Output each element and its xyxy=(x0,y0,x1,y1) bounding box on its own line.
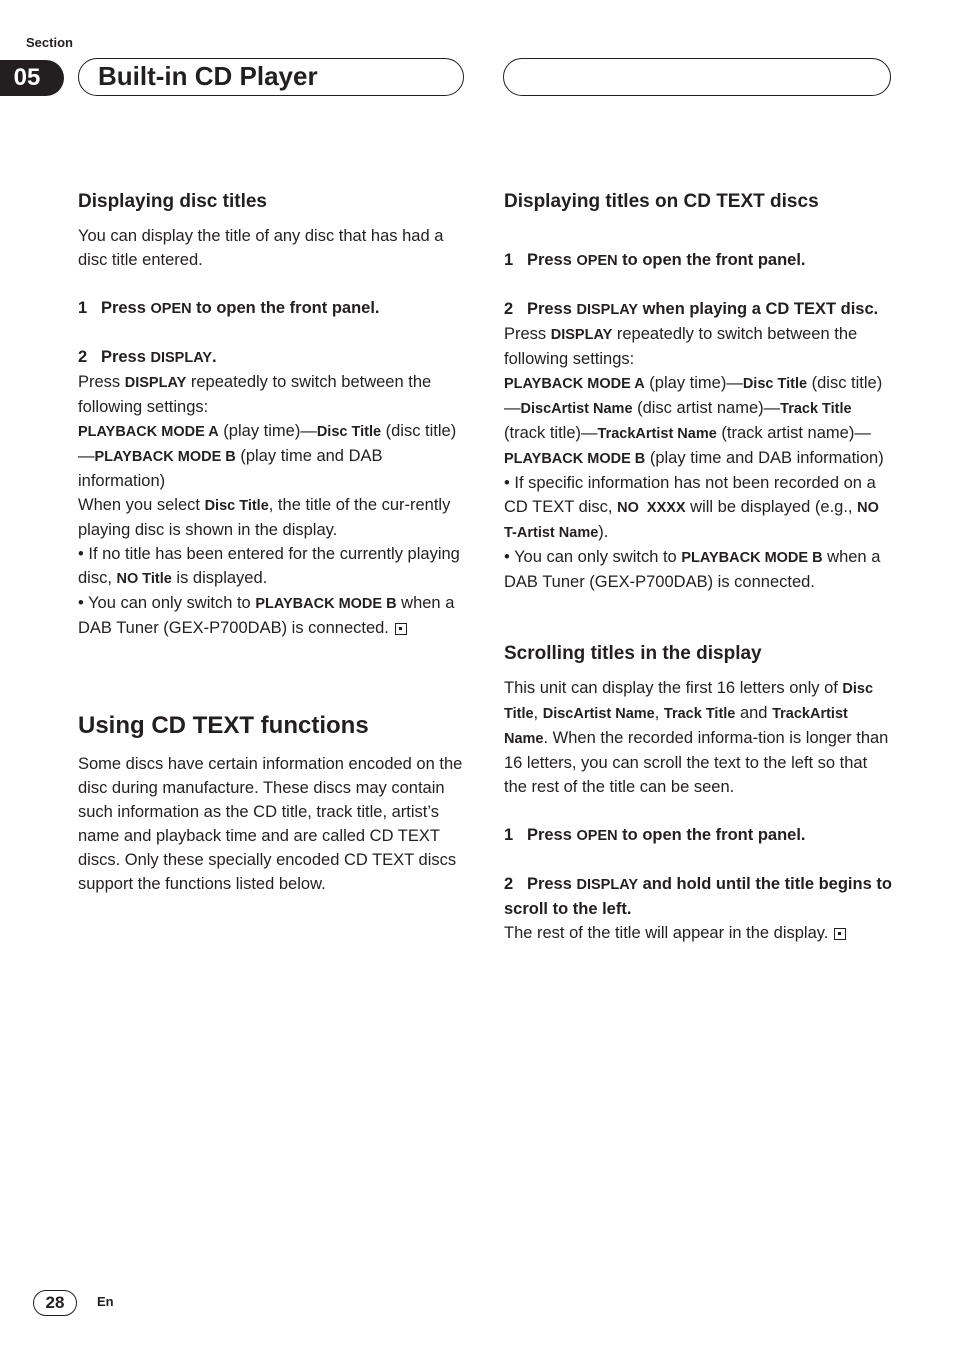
cd-text-step-2: 2 Press DISPLAY when playing a CD TEXT disc. xyxy=(504,300,879,318)
disc-titles-body-1: Press DISPLAY repeatedly to switch between the following settings: xyxy=(78,373,432,416)
disc-titles-intro: You can display the title of any disc that has had a disc title entered. xyxy=(78,227,444,269)
scrolling-step-1: 1 Press OPEN to open the front panel. xyxy=(504,826,806,844)
right-column xyxy=(504,188,894,945)
page-title: Built-in CD Player xyxy=(98,61,318,91)
code-display: DISPLAY xyxy=(150,350,213,366)
scrolling-step-2: 2 Press DISPLAY and hold until the title begins to scroll to the left. xyxy=(504,875,892,918)
cd-text-settings-list: PLAYBACK MODE A (play time)—Disc Title (disc title)—DiscArtist Name (disc artist name)—Track Title (track title)—TrackArtist Name (track artist name)—PLAYBACK MODE B (play time and DAB information) xyxy=(504,374,884,467)
heading-scrolling-titles: Scrolling titles in the display xyxy=(504,643,762,664)
disc-titles-bullet-1: • If no title has been entered for the currently playing disc, NO Title is displayed. xyxy=(78,545,460,587)
code-open: OPEN xyxy=(576,253,618,269)
code-open: OPEN xyxy=(150,301,192,317)
code-display: DISPLAY xyxy=(576,877,639,893)
cd-text-body: Some discs have certain information encoded on the disc during manufacture. These discs may contain such information as the CD title, track title, artist’s name and playback time and are called CD TEXT discs. Only these specially encoded CD TEXT discs support the functions listed below. xyxy=(78,755,463,893)
end-of-section-icon xyxy=(395,623,407,635)
scrolling-body: This unit can display the first 16 letters only of Disc Title, DiscArtist Name, Track Title and TrackArtist Name. When the recorded informa-tion is longer than 16 letters, you can scroll the text to the left so that the rest of the title can be seen. xyxy=(504,679,889,796)
heading-displaying-disc-titles: Displaying disc titles xyxy=(78,191,267,212)
heading-displaying-titles-cd-text: Displaying titles on CD TEXT discs xyxy=(504,191,819,212)
cd-text-bullet-1: • If specific information has not been recorded on a CD TEXT disc, NO XXXX will be displayed (e.g., NO T-Artist Name). xyxy=(504,474,879,541)
cd-text-body-1: Press DISPLAY repeatedly to switch between the following settings: xyxy=(504,325,858,368)
section-number-badge: 05 xyxy=(0,60,64,96)
header-right-frame xyxy=(503,58,891,96)
end-of-section-icon xyxy=(834,928,846,940)
cd-text-step-1: 1 Press OPEN to open the front panel. xyxy=(504,251,806,269)
page-number: 28 xyxy=(33,1290,77,1316)
cd-text-bullet-2: • You can only switch to PLAYBACK MODE B when a DAB Tuner (GEX-P700DAB) is connected. xyxy=(504,548,881,591)
heading-using-cd-text-functions: Using CD TEXT functions xyxy=(78,712,369,739)
code-display: DISPLAY xyxy=(576,302,639,318)
disc-titles-bullet-2: • You can only switch to PLAYBACK MODE B when a DAB Tuner (GEX-P700DAB) is connected. xyxy=(78,594,455,637)
language-code: En xyxy=(97,1294,114,1309)
section-label: Section xyxy=(26,35,73,50)
disc-titles-body-3: When you select Disc Title, the title of the cur-rently playing disc is shown in the display. xyxy=(78,496,451,539)
disc-titles-step-2: 2 Press DISPLAY. xyxy=(78,348,217,366)
scrolling-final: The rest of the title will appear in the display. xyxy=(504,921,894,945)
disc-titles-step-1: 1 Press OPEN to open the front panel. xyxy=(78,299,380,317)
left-column xyxy=(78,188,470,896)
disc-titles-settings-list: PLAYBACK MODE A (play time)—Disc Title (disc title)—PLAYBACK MODE B (play time and DAB information) xyxy=(78,422,457,490)
code-open: OPEN xyxy=(576,828,618,844)
